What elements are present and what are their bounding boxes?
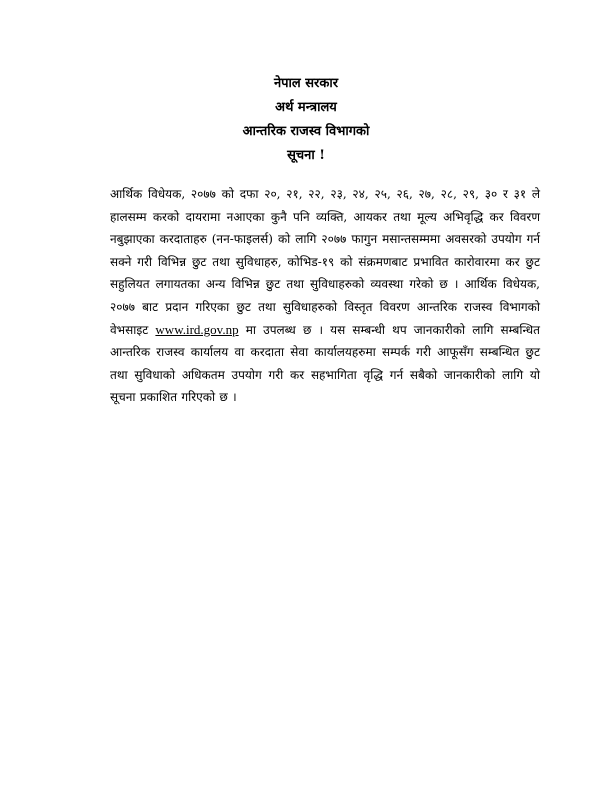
notice-title: सूचना !: [287, 148, 325, 163]
website-link[interactable]: www.ird.gov.np: [155, 321, 239, 337]
ministry-title: अर्थ मन्त्रालय: [275, 100, 337, 115]
notice-header: [0, 72, 612, 168]
department-title: आन्तरिक राजस्व विभागको: [242, 124, 370, 139]
government-title: नेपाल सरकार: [273, 76, 339, 91]
notice-text-after-link: मा उपलब्ध छ । यस सम्बन्धी थप जानकारीको लागि सम्बन्धित आन्तरिक राजस्व कार्यालय वा करदाता सेवा कार्यालयहरुमा सम्पर्क गरी आफूसँग सम्बन्धित छुट तथा सुविधाको अधिकतम उपयोग गरी कर सहभागिता वृद्धि गर्न सबैको जानकारीको लागि यो सूचना प्रकाशित गरिएको छ ।: [110, 322, 540, 405]
notice-text-before-link: आर्थिक विधेयक, २०७७ को दफा २०, २१, २२, २३, २४, २५, २६, २७, २८, २९, ३० र ३१ ले हालसम्म करको दायरामा नआएका कुनै पनि व्यक्ति, आयकर तथा मूल्य अभिवृद्धि कर विवरण नबुझाएका करदाताहरु (नन-फाइलर्स) को लागि २०७७ फागुन मसान्तसम्ममा अवसरको उपयोग गर्न सक्ने गरी विभिन्न छुट तथा सुविधाहरु, कोभिड-१९ को संक्रमणबाट प्रभावित कारोवारमा कर छुट सहुलियत लगायतका अन्य विभिन्न छुट तथा सुविधाहरुको व्यवस्था गरेको छ । आर्थिक विधेयक, २०७७ बाट प्रदान गरिएका छुट तथा सुविधाहरुको विस्तृत विवरण आन्तरिक राजस्व विभागको वेभसाइट: [110, 187, 540, 337]
notice-body: [110, 183, 540, 409]
